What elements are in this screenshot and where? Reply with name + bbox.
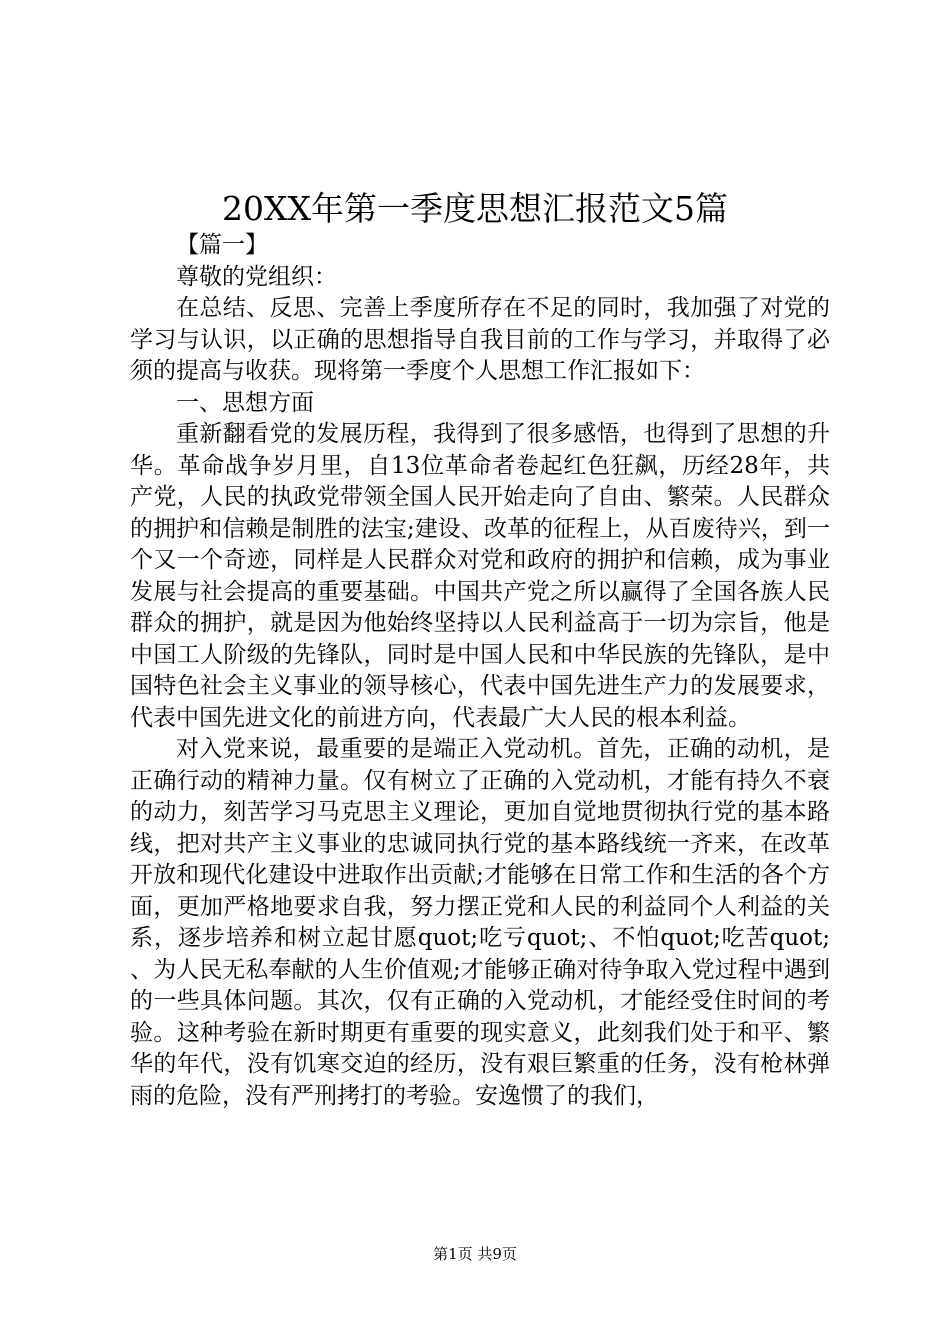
- paragraph: 对入党来说，最重要的是端正入党动机。首先，正确的动机，是正确行动的精神力量。仅有树立了正确的入党动机，才能有持久不衰的动力，刻苦学习马克思主义理论，更加自觉地贯彻执行党的基本路线，把对共产主义事业的忠诚同执行党的基本路线统一齐来，在改革开放和现代化建设中进取作出贡献;才能够在日常工作和生活的各个方面，更加严格地要求自我，努力摆正党和人民的利益同个人利益的关系，逐步培养和树立起甘愿quot;吃亏quot;、不怕quot;吃苦quot;、为人民无私奉献的人生价值观;才能够正确对待争取入党过程中遇到的一些具体问题。其次，仅有正确的入党动机，才能经受住时间的考验。这种考验在新时期更有重要的现实意义，此刻我们处于和平、繁华的年代，没有饥寒交迫的经历，没有艰巨繁重的任务，没有枪林弹雨的危险，没有严刑拷打的考验。安逸惯了的我们，: [130, 736, 830, 1109]
- document-body: [130, 230, 830, 1112]
- document-title: 20XX年第一季度思想汇报范文5篇: [222, 189, 728, 228]
- subsection-heading: 一、思想方面: [176, 389, 314, 416]
- page-number-footer: 第1页 共9页: [433, 1245, 517, 1263]
- paragraph: 在总结、反思、完善上季度所存在不足的同时，我加强了对党的学习与认识，以正确的思想指导自我目前的工作与学习，并取得了必须的提高与收获。现将第一季度个人思想工作汇报如下：: [130, 295, 830, 384]
- salutation: 尊敬的党组织：: [176, 263, 337, 290]
- paragraph: 重新翻看党的发展历程，我得到了很多感悟，也得到了思想的升华。革命战争岁月里，自13位革命者卷起红色狂飙，历经28年，共产党，人民的执政党带领全国人民开始走向了自由、繁荣。人民群众的拥护和信赖是制胜的法宝;建设、改革的征程上，从百废待兴，到一个又一个奇迹，同样是人民群众对党和政府的拥护和信赖，成为事业发展与社会提高的重要基础。中国共产党之所以赢得了全国各族人民群众的拥护，就是因为他始终坚持以人民利益高于一切为宗旨，他是中国工人阶级的先锋队，同时是中国人民和中华民族的先锋队，是中国特色社会主义事业的领导核心，代表中国先进生产力的发展要求，代表中国先进文化的前进方向，代表最广大人民的根本利益。: [130, 421, 830, 731]
- section-heading: 【篇一】: [176, 232, 268, 258]
